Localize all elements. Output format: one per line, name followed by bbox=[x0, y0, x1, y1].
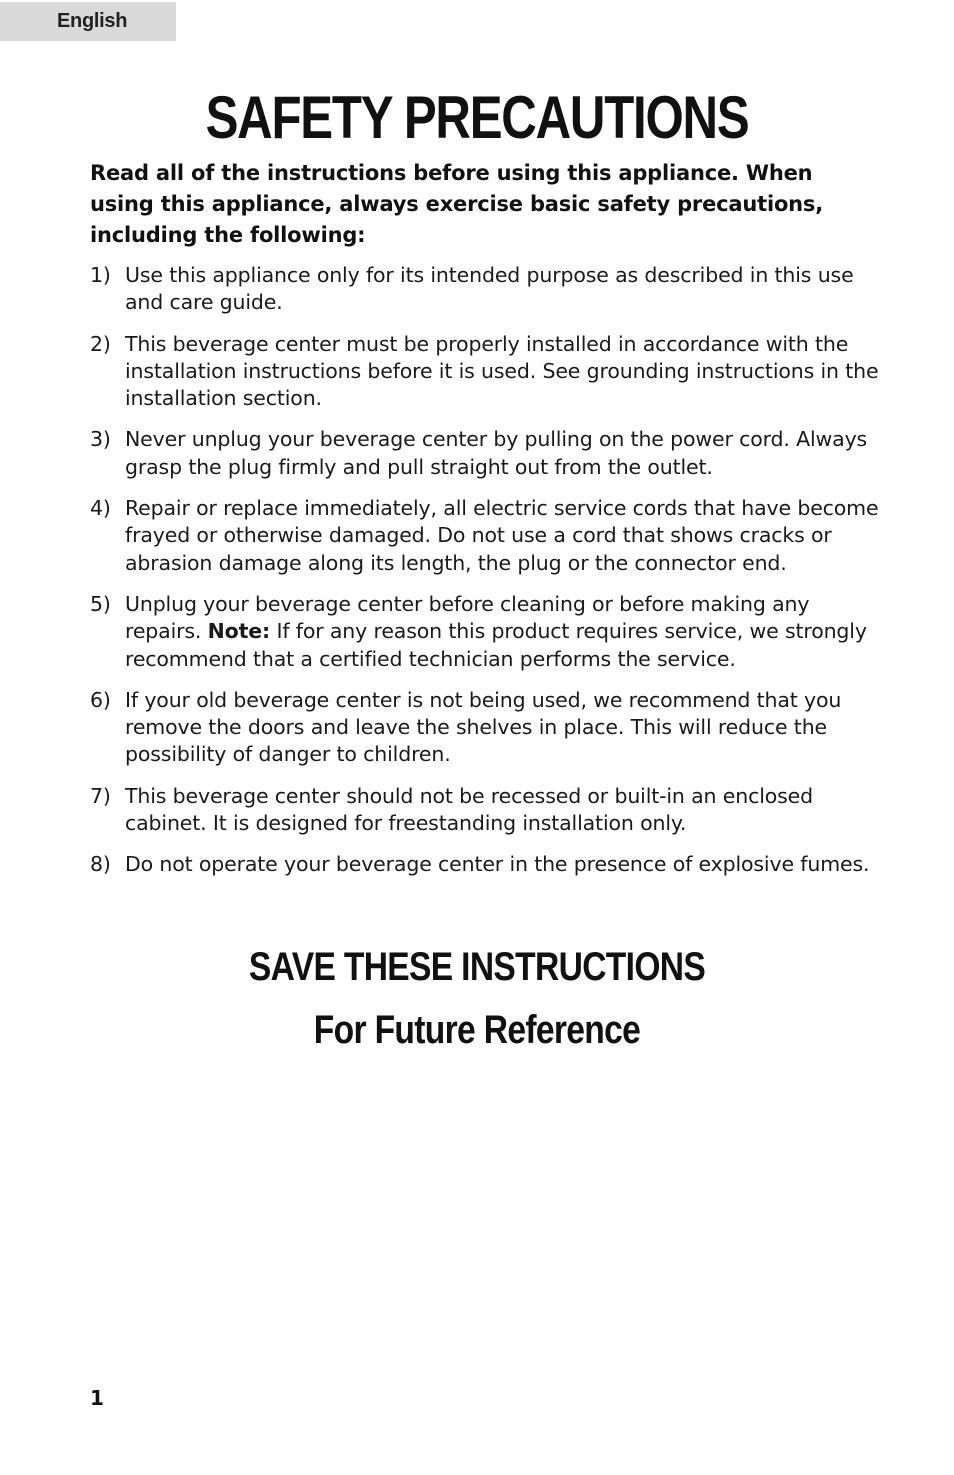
item-text-main: Unplug your beverage center before cleaning or before making any repairs. bbox=[125, 591, 810, 644]
item-number: 8) bbox=[90, 852, 111, 877]
item-number: 7) bbox=[90, 783, 111, 808]
list-item bbox=[90, 331, 880, 413]
language-tab: English bbox=[0, 2, 176, 41]
item-text: Do not operate your beverage center in the presence of explosive fumes. bbox=[125, 852, 870, 877]
save-instructions-heading: SAVE THESE INSTRUCTIONS bbox=[248, 945, 706, 989]
page-title: SAFETY PRECAUTIONS bbox=[205, 84, 749, 151]
item-text: Use this appliance only for its intended purpose as described in this use and care guide. bbox=[125, 263, 854, 315]
list-item bbox=[90, 851, 880, 878]
list-item bbox=[90, 495, 880, 577]
item-text: This beverage center should not be recessed or built-in an enclosed cabinet. It is designed for freestanding installation only. bbox=[125, 783, 813, 836]
future-reference-heading: For Future Reference bbox=[313, 1008, 641, 1052]
item-number: 1) bbox=[90, 263, 111, 287]
item-number: 5) bbox=[90, 591, 111, 616]
intro-paragraph: Read all of the instructions before using this appliance. When using this appliance, always exercise basic safety precautions, including the following: bbox=[90, 161, 823, 247]
note-text: If for any reason this product requires service, we strongly recommend that a certified technician performs the service. bbox=[125, 619, 867, 671]
item-number: 6) bbox=[90, 687, 111, 712]
list-item bbox=[90, 262, 880, 317]
item-text: If your old beverage center is not being used, we recommend that you remove the doors and leave the shelves in place. This will reduce the possibility of danger to children. bbox=[125, 687, 842, 767]
item-number: 3) bbox=[90, 427, 111, 452]
note-label: Note: bbox=[207, 619, 271, 644]
item-number: 4) bbox=[90, 496, 111, 521]
item-text: Repair or replace immediately, all electric service cords that have become frayed or otherwise damaged. Do not use a cord that shows cracks or abrasion damage along its length, the plug or the connector end. bbox=[125, 496, 879, 575]
page-number: 1 bbox=[90, 1386, 104, 1410]
item-text: Never unplug your beverage center by pulling on the power cord. Always grasp the plug firmly and pull straight out from the outlet. bbox=[125, 427, 868, 479]
item-number: 2) bbox=[90, 331, 111, 356]
list-item bbox=[90, 687, 880, 769]
item-text bbox=[125, 591, 880, 673]
list-item bbox=[90, 783, 880, 838]
precautions-list bbox=[90, 262, 880, 893]
list-item bbox=[90, 591, 880, 673]
list-item bbox=[90, 426, 880, 481]
item-text: This beverage center must be properly installed in accordance with the installation instructions before it is used. See grounding instructions in the installation section. bbox=[125, 331, 879, 411]
